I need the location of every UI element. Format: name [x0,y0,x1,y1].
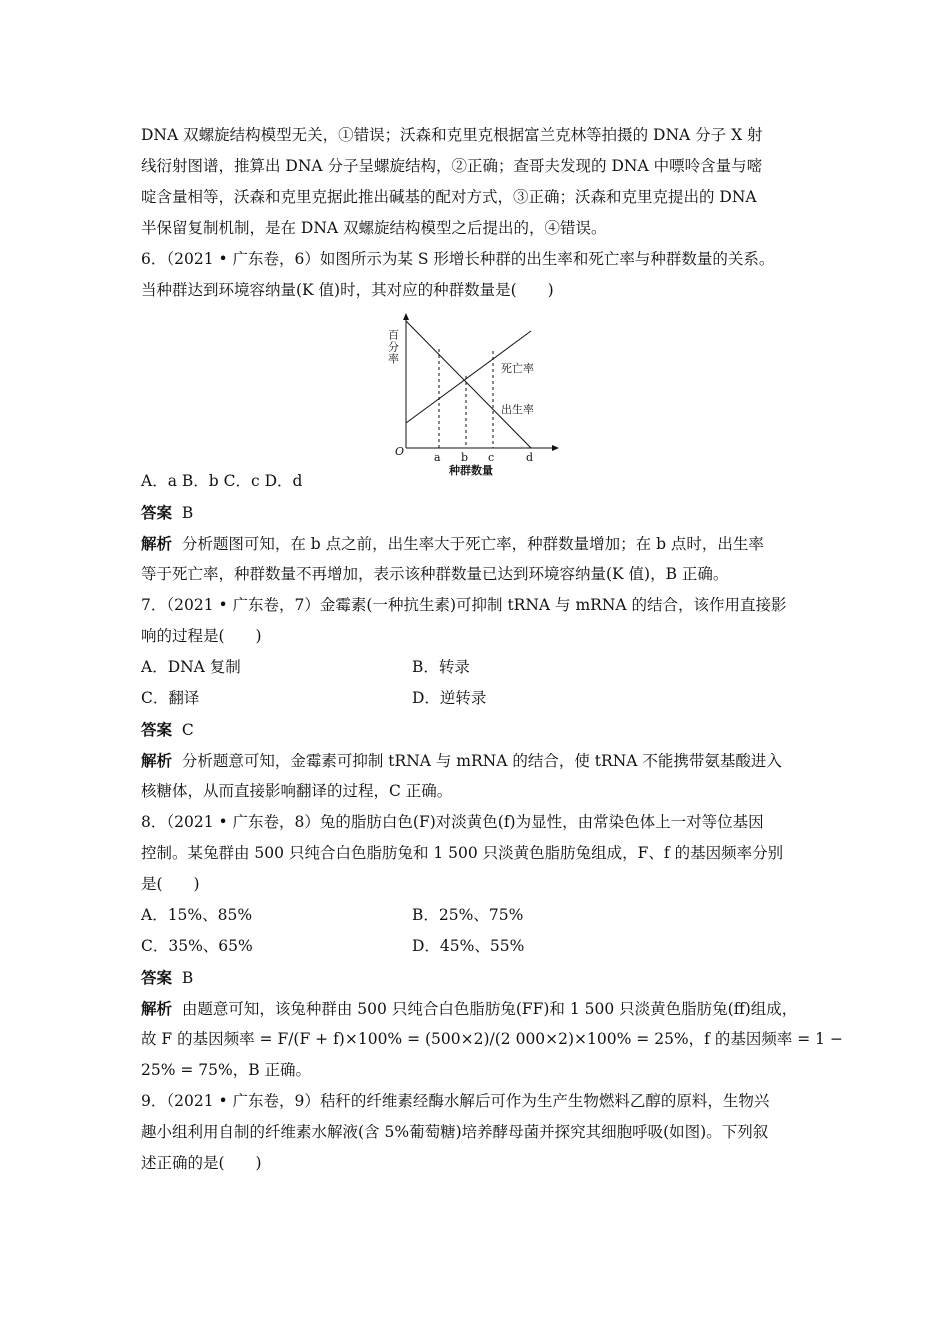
option-b: B．25%、75% [412,906,524,924]
q6-chart [371,311,571,477]
question-7-stem: 响的过程是( ) [141,627,262,645]
dashed-guides [439,349,493,448]
analysis-label: 解析 [141,534,173,553]
tick-b: b [461,451,469,464]
text-line: DNA 双螺旋结构模型无关，①错误；沃森和克里克根据富兰克林等拍摄的 DNA 分子 X 射 [141,126,763,144]
answer-label: 答案 [141,720,173,739]
answer-label: 答案 [141,968,173,987]
question-8-options-row [141,900,821,931]
option-d: D．逆转录 [412,689,487,707]
y-axis-label-char: 百分率 [386,329,400,365]
text-line: 线衍射图谱，推算出 DNA 分子呈螺旋结构，②正确；查哥夫发现的 DNA 中嘌呤含量与嘧 [141,157,763,175]
answer-value: B [181,969,194,987]
text-line: 啶含量相等，沃森和克里克据此推出碱基的配对方式，③正确；沃森和克里克提出的 DNA [141,188,757,206]
question-8-answer [141,962,821,993]
death-rate-label: 死亡率 [501,362,534,375]
text-line: 核糖体，从而直接影响翻译的过程，C 正确。 [141,782,453,800]
option-c: C．翻译 [141,689,200,707]
origin-label: O [395,445,405,458]
tick-a: a [434,451,441,464]
document-page [141,120,843,1179]
question-6-answer [141,497,821,528]
birth-rate-line [406,321,531,448]
question-8-options-row [141,931,821,962]
x-axis-arrow [552,445,559,451]
option-b: B．转录 [412,658,470,676]
tick-c: c [488,451,495,464]
analysis-text: 分析题意可知，金霉素可抑制 tRNA 与 mRNA 的结合，使 tRNA 不能携带氨基酸进入 [181,752,782,770]
analysis-label: 解析 [141,999,173,1018]
question-8-stem: 控制。某兔群由 500 只纯合白色脂肪兔和 1 500 只淡黄色脂肪兔组成，F、f 的基因频率分别 [141,844,784,862]
question-9-stem: 趣小组利用自制的纤维素水解液(含 5%葡萄糖)培养酵母菌并探究其细胞呼吸(如图)。下列叙 [141,1123,769,1141]
q6-figure [141,306,821,477]
question-6-analysis [141,528,821,559]
question-6-options: A．a B．b C．c D．d [141,472,303,490]
question-8-analysis [141,993,821,1024]
question-9-stem: 述正确的是( ) [141,1154,262,1172]
option-d: D．45%、55% [412,937,525,955]
answer-label: 答案 [141,503,173,522]
option-a: A．DNA 复制 [141,658,241,676]
analysis-text: 分析题图可知，在 b 点之前，出生率大于死亡率，种群数量增加；在 b 点时，出生率 [181,535,764,553]
question-7-options-row [141,683,821,714]
question-7-answer [141,714,821,745]
text-line: 等于死亡率，种群数量不再增加，表示该种群数量已达到环境容纳量(K 值)，B 正确。 [141,565,729,583]
option-a: A．15%、85% [141,906,253,924]
question-8-stem: 是( ) [141,875,200,893]
text-line: 25% = 75%，B 正确。 [141,1061,312,1079]
tick-d: d [526,451,534,464]
question-9-stem: 9．（2021 • 广东卷，9）秸秆的纤维素经酶水解后可作为生产生物燃料乙醇的原料，生物兴 [141,1092,770,1110]
birth-rate-label: 出生率 [501,403,534,416]
question-7-analysis [141,745,821,776]
question-7-stem: 7．（2021 • 广东卷，7）金霉素(一种抗生素)可抑制 tRNA 与 mRNA 的结合，该作用直接影 [141,596,787,614]
text-line: 半保留复制机制，是在 DNA 双螺旋结构模型之后提出的，④错误。 [141,219,607,237]
question-6-stem: 6．（2021 • 广东卷，6）如图所示为某 S 形增长种群的出生率和死亡率与种群数量的关系。 [141,250,775,268]
question-6-stem: 当种群达到环境容纳量(K 值)时，其对应的种群数量是( ) [141,281,554,299]
analysis-label: 解析 [141,751,173,770]
question-7-options-row [141,652,821,683]
y-axis-arrow [403,313,409,320]
answer-value: B [181,504,194,522]
question-8-stem: 8．（2021 • 广东卷，8）兔的脂肪白色(F)对淡黄色(f)为显性，由常染色体上一对等位基因 [141,813,764,831]
analysis-text: 由题意可知，该兔种群由 500 只纯合白色脂肪兔(FF)和 1 500 只淡黄色脂肪兔(ff)组成， [181,1000,798,1018]
answer-value: C [181,721,194,739]
text-line: 故 F 的基因频率 = F/(F + f)×100% = (500×2)/(2 000×2)×100% = 25%，f 的基因频率 = 1 − [141,1030,843,1048]
x-axis-label: 种群数量 [449,464,493,477]
option-c: C．35%、65% [141,937,253,955]
